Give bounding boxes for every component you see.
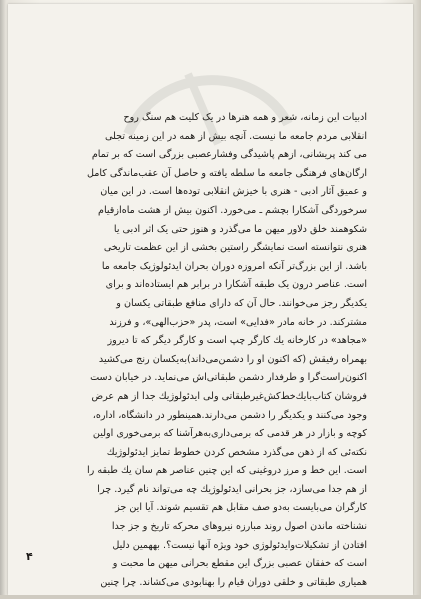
text-line: کوچه و بازار در هر قدمی که برمی‌داری‌به‌هرآشنا که برمی‌خوری اولین [92, 428, 367, 440]
text-line: وجود می‌کنند و یکدیگر را دشمن می‌دارند.همینطور در دانشگاه، اداره، [92, 409, 367, 421]
text-line: مشترکند. در خانه مادر «فدایی» است، پدر «حزب‌الهی»، و فرزند [109, 316, 367, 328]
page-number: ۴ [26, 550, 33, 563]
text-line: بهمراه رفیقش (که اکنون او را دشمن‌می‌داند)به‌یکسان رنج می‌کشید [98, 353, 367, 365]
text-line: است که خفقان عصبی بزرگ این مقطع بحرانی میهن ما محبت و [112, 558, 367, 570]
text-line: می کند پریشانی، ازهم پاشیدگی وفشارعصبی بزرگی است که بر تمام [91, 149, 367, 161]
document-page [8, 4, 413, 595]
text-line: یکدیگر رجز می‌خوانند. حال آن که دارای منافع طبقاتی یکسان و [116, 297, 367, 309]
text-line: انقلابی مردم جامعه ما نیست. آنچه بیش از همه در این زمینه تجلی [104, 130, 367, 142]
text-line: است. عناصر درون یک طبقه آشکارا در برابر هم ایستاده‌اند و برای [105, 279, 367, 291]
text-line: از هم جدا می‌سازد، جز بحرانی ایدئولوژیك چه می‌تواند نام گیرد. چرا [97, 483, 367, 495]
body-text [37, 109, 367, 592]
text-line: نشناخته ماندن اصول روند مبارزه نیروهای محرکه تاریخ و جز جدا [111, 521, 367, 533]
scan-bottom-edge [0, 595, 421, 599]
text-line: و عمیق آثار ادبی - هنری با خیزش انقلابی توده‌ها است. در این میان [100, 186, 367, 198]
text-line: کارگران می‌بایست به‌دو صف مقابل هم تقسیم شوند. آیا این جز [115, 502, 367, 514]
text-line: نکته‌ئی که از ذهن می‌گذرد مشخص کردن خطوط تمایز ایدئولوژیك [106, 446, 367, 458]
text-line: شکوهمند خلق دلاور میهن ما می‌گذرد و هنوز حتی یک اثر ادبی یا [113, 223, 367, 235]
text-line: ارگان‌های فرهنگی جامعه ما سلطه یافته و حاصل آن عقب‌ماندگی کامل [86, 167, 367, 179]
text-line: ادبیات این زمانه، شعر و همه هنرها در یک کلیت هم سنگ روح [123, 112, 367, 123]
text-line: اکنون‌راست‌گرا و طرفدار دشمن طبقاتی‌اش می‌نماید. در خیابان دست [90, 372, 367, 384]
text-line: است. این خط و مرز دروغینی که این چنین عناصر هم سان یك طبقه را [87, 465, 367, 477]
text-line: فروشان کتاب‌بایك‌خط‌کش‌غیرطبقاتی ولی ایدئولوژیك جدا از هم عرض [91, 390, 367, 402]
text-line: سرخوردگی آشکارا بچشم ـ می‌خورد. اکنون بیش از هشت ماه‌ازقیام [98, 204, 367, 216]
text-line: افتادن از تشکیلات‌وایدئولوژی خود ویژه آنها نیست؟. بههمین دلیل [112, 539, 367, 551]
text-line: همیاری طبقاتی و خلقی دوران قیام را بهنابودی می‌کشاند. چرا چنین [100, 576, 367, 588]
text-line: باشد. از این بزرگ‌تر آنکه امروزه دوران بحران ایدئولوژیک جامعه ما [101, 260, 367, 272]
text-line: هنری نتوانسته است نمایشگر راستین بخشی از این عظمت تاریخی [103, 242, 367, 254]
text-line: «مجاهد» در کارخانه یك کارگر چپ است و کارگر دیگر که تا دیروز [107, 335, 367, 347]
